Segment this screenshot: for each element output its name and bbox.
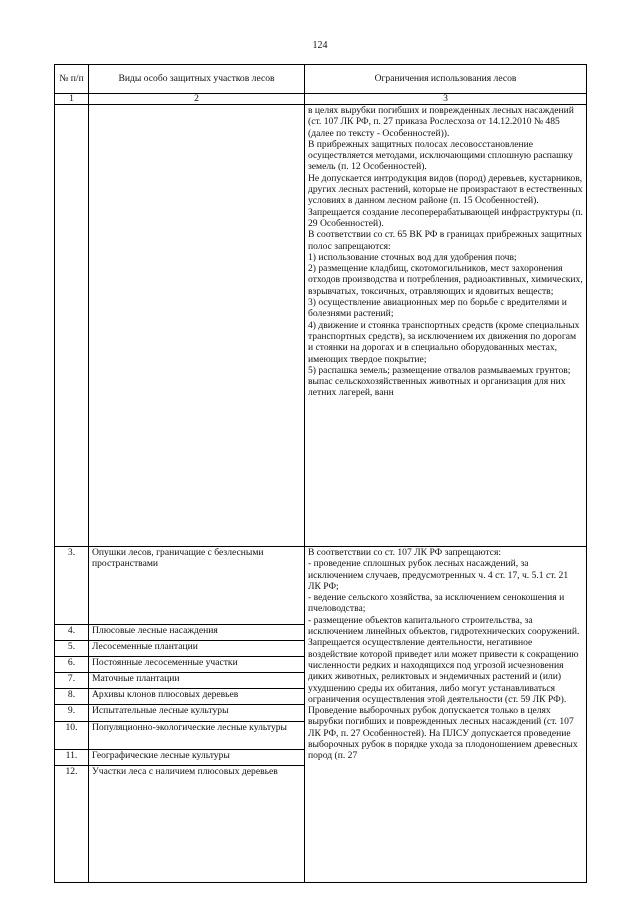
restriction-paragraph: В соответствии со ст. 65 ВК РФ в границах прибрежных защитных полос запрещаются:	[308, 229, 583, 252]
column-number: 1	[55, 94, 89, 105]
number-cell: 12.	[55, 765, 89, 882]
table-header-row	[55, 65, 587, 94]
restriction-paragraph: - проведение сплошных рубок лесных насаждений, за исключением случаев, предусмотренных ч. 4 ст. 17, ч. 5.1 ст. 21 ЛК РФ;	[308, 558, 569, 592]
restriction-paragraph: 3) осуществление авиационных мер по борьбе с вредителями и болезнями растений;	[308, 297, 567, 320]
area-type-cell: Географические лесные культуры	[89, 749, 305, 765]
restriction-cell	[305, 105, 587, 547]
restriction-paragraph: 2) размещение кладбищ, скотомогильников, мест захоронения отходов производства и потребления, радиоактивных, химических, взрывчатых, токсичных, отравляющих и ядовитых веществ;	[308, 263, 583, 297]
area-type-cell	[89, 105, 305, 547]
restriction-paragraph: в целях вырубки погибших и поврежденных лесных насаждений (ст. 107 ЛК РФ, п. 27 приказа Рослесхоза от 14.12.2010 № 485 (далее по тексту - Особенностей)).	[308, 105, 574, 139]
header-area-type: Виды особо защитных участков лесов	[89, 65, 305, 94]
number-cell: 8.	[55, 689, 89, 705]
area-type-cell: Участки леса с наличием плюсовых деревьев	[89, 765, 305, 882]
restriction-paragraph: - ведение сельского хозяйства, за исключением сенокошения и пчеловодства;	[308, 592, 565, 615]
number-cell: 3.	[55, 547, 89, 625]
area-type-cell: Лесосеменные плантации	[89, 641, 305, 657]
table-row	[55, 547, 587, 625]
number-cell: 4.	[55, 625, 89, 641]
header-restrictions: Ограничения использования лесов	[305, 65, 587, 94]
number-cell: 6.	[55, 657, 89, 673]
number-cell: 11.	[55, 749, 89, 765]
restriction-paragraph: В прибрежных защитных полосах лесовосстановление осуществляется методами, исключающими сплошную распашку земель (п. 12 Особенностей).	[308, 138, 573, 173]
number-cell: 10.	[55, 721, 89, 749]
header-number: № п/п	[55, 65, 89, 94]
area-type-cell: Опушки лесов, граничащие с безлесными пространствами	[89, 547, 305, 625]
restriction-paragraph: В соответствии со ст. 107 ЛК РФ запрещаются:	[308, 547, 502, 558]
table-row	[55, 105, 587, 547]
page-number: 124	[312, 40, 328, 51]
area-type-cell: Архивы клонов плюсовых деревьев	[89, 689, 305, 705]
area-type-cell: Популяционно-экологические лесные культуры	[89, 721, 305, 749]
number-cell: 9.	[55, 705, 89, 721]
restriction-paragraph: 1) использование сточных вод для удобрения почв;	[308, 251, 517, 263]
restriction-paragraph: Проведение выборочных рубок допускается только в целях вырубки погибших и поврежденных лесных насаждений (ст. 107 ЛК РФ, п. 27 Особенностей). На ПЛСУ допускается проведение выборочных рубок в порядке ухода за плодоношением древесных пород (п. 27	[308, 705, 578, 762]
restriction-paragraph: Не допускается интродукция видов (пород) деревьев, кустарников, других лесных растений, которые не произрастают в естественных условиях в данном лесном районе (п. 15 Особенностей).	[308, 172, 583, 207]
area-type-cell: Плюсовые лесные насаждения	[89, 625, 305, 641]
column-number: 2	[89, 94, 305, 105]
restriction-paragraph: 4) движение и стоянка транспортных средств (кроме специальных транспортных средств), за исключением их движения по дорогам и стоянки на дорогах и в специально оборудованных местах, имеющих твердое покрытие;	[308, 319, 580, 365]
number-cell	[55, 105, 89, 547]
number-cell: 5.	[55, 641, 89, 657]
column-number: 3	[305, 94, 587, 105]
restriction-paragraph: Запрещается создание лесоперерабатывающей инфраструктуры (п. 29 Особенностей).	[308, 206, 583, 229]
restriction-cell	[305, 547, 587, 883]
column-number-row	[55, 94, 587, 105]
area-type-cell: Маточные плантации	[89, 673, 305, 689]
restriction-paragraph: Запрещается осуществление деятельности, негативное воздействие которой приведет или может привести к сокращению численности редких и находящихся под угрозой исчезновения диких животных, реликтовых и эндемичных растений и (или) ухудшению среды их обитания, либо могут устанавливаться ограничения осуществления этой деятельности (ст. 59 ЛК РФ).	[308, 637, 579, 705]
area-type-cell: Постоянные лесосеменные участки	[89, 657, 305, 673]
forest-restrictions-table	[54, 64, 587, 883]
restriction-paragraph: - размещение объектов капитального строительства, за исключением линейных объектов, гидротехнических сооружений.	[308, 614, 580, 638]
restriction-paragraph: 5) распашка земель; размещение отвалов размываемых грунтов; выпас сельскохозяйственных животных и организация для них летних лагерей, ванн	[308, 364, 571, 399]
number-cell: 7.	[55, 673, 89, 689]
area-type-cell: Испытательные лесные культуры	[89, 705, 305, 721]
